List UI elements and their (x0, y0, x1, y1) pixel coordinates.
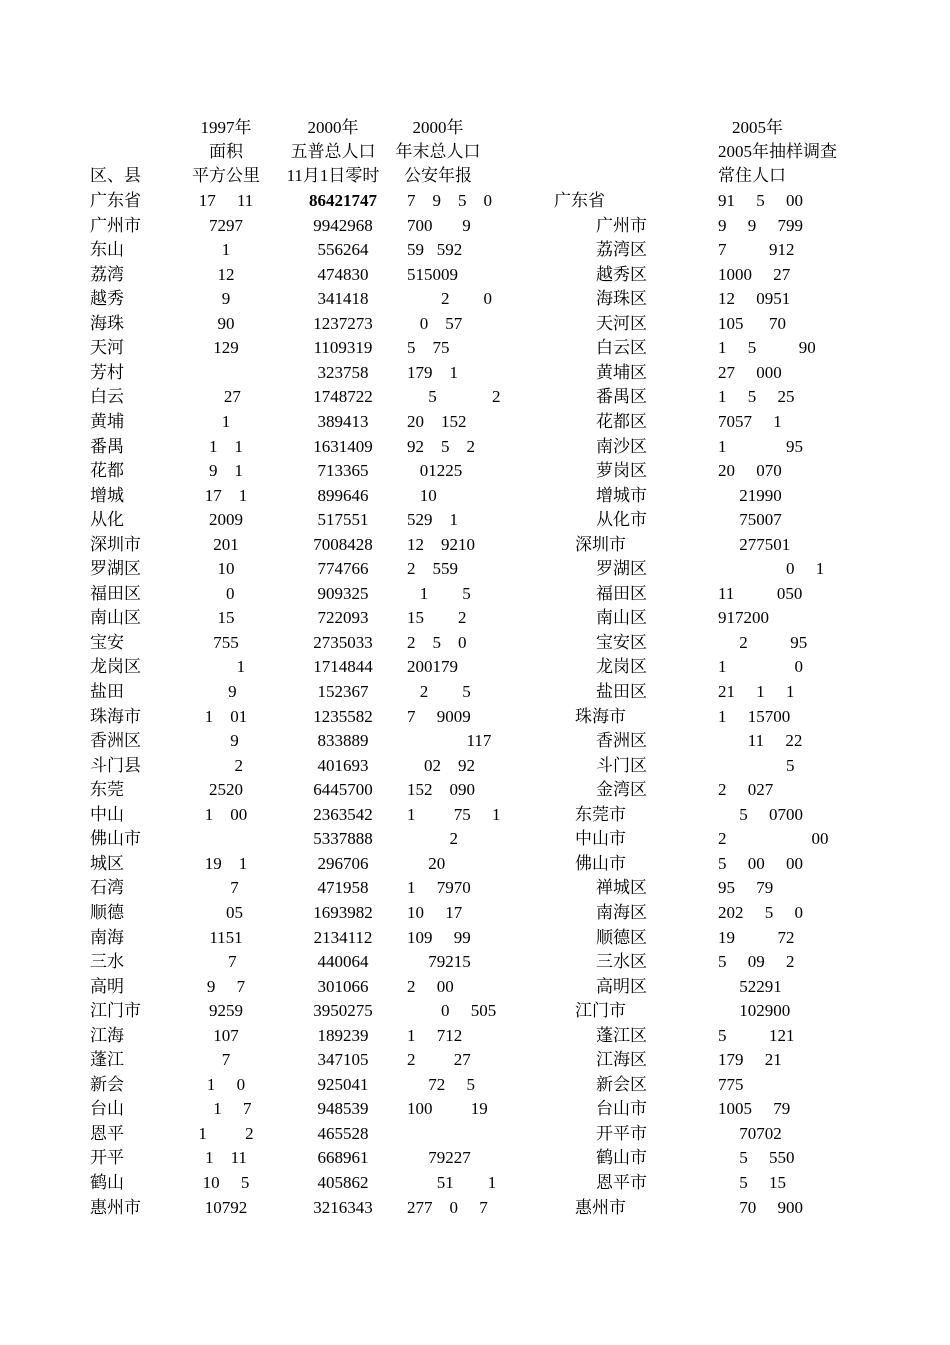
area-value: 27 (211, 387, 241, 406)
census-population: 341418 (317, 289, 369, 308)
area-value: 201 (213, 535, 239, 554)
census-population: 1235582 (313, 707, 373, 726)
area-value: 90 (217, 314, 235, 333)
district-name: 南海 (90, 928, 124, 947)
area-value: 05 (209, 903, 243, 922)
area-value: 17 11 (198, 191, 254, 210)
district-header: 区、县 (90, 166, 141, 185)
police-population: 51 1 (407, 1173, 497, 1192)
sample-population: 102900 (718, 1001, 791, 1020)
sample-population: 105 70 (718, 314, 786, 333)
district-name: 蓬江 (90, 1050, 124, 1069)
area-value: 19 1 (204, 854, 248, 873)
sample-district-name: 斗门区 (596, 756, 647, 775)
police-population: 2 0 (407, 289, 492, 308)
census-time-header: 11月1日零时 (286, 166, 380, 185)
police-population: 109 99 (407, 928, 471, 947)
police-population: 72 5 (407, 1075, 475, 1094)
area-value: 2009 (209, 510, 243, 529)
police-population: 1 75 1 (407, 805, 501, 824)
district-name: 东山 (90, 240, 124, 259)
area-value: 9 7 (206, 977, 246, 996)
sample-district-name: 海珠区 (596, 289, 647, 308)
district-name: 宝安 (90, 633, 124, 652)
area-value: 1 7 (200, 1099, 252, 1118)
sample-district-name: 越秀区 (596, 265, 647, 284)
sample-district-name: 香洲区 (596, 731, 647, 750)
sample-district-name: 福田区 (596, 584, 647, 603)
sample-population: 75007 (718, 510, 782, 529)
police-population: 179 1 (407, 363, 458, 382)
area-value: 15 (217, 608, 235, 627)
police-population: 7 9 5 0 (407, 191, 492, 210)
police-population: 7 9009 (407, 707, 471, 726)
census-population: 5337888 (313, 829, 373, 848)
sample-population: 0 1 (718, 559, 825, 578)
sample-district-name: 荔湾区 (596, 240, 647, 259)
census-population: 9942968 (313, 216, 373, 235)
sample-population: 202 5 0 (718, 903, 803, 922)
police-year-header: 2000年 (412, 118, 464, 137)
district-name: 东莞 (90, 780, 124, 799)
sample-population: 775 (718, 1075, 744, 1094)
area-value: 10 (217, 559, 235, 578)
police-population: 02 92 (407, 756, 475, 775)
census-population: 7008428 (313, 535, 373, 554)
area-value: 9259 (209, 1001, 243, 1020)
police-population: 515009 (407, 265, 458, 284)
district-name: 黄埔 (90, 412, 124, 431)
police-population: 2 5 (407, 682, 471, 701)
sample-population: 2 95 (718, 633, 808, 652)
sample-district-name: 广东省 (554, 191, 605, 210)
police-population: 1 5 (407, 584, 471, 603)
area-value: 1 0 (206, 1075, 246, 1094)
district-name: 海珠 (90, 314, 124, 333)
police-header: 年末总人口 (395, 142, 481, 161)
area-value: 7 (215, 952, 237, 971)
census-population: 668961 (317, 1148, 369, 1167)
sample-population: 7 912 (718, 240, 795, 259)
district-name: 南山区 (90, 608, 141, 627)
district-name: 石湾 (90, 878, 124, 897)
police-population: 0 57 (407, 314, 463, 333)
census-population: 152367 (317, 682, 369, 701)
census-population: 471958 (317, 878, 369, 897)
sample-district-name: 台山市 (596, 1099, 647, 1118)
sample-district-name: 恩平市 (596, 1173, 647, 1192)
district-name: 斗门县 (90, 756, 141, 775)
census-population: 1748722 (313, 387, 373, 406)
census-header: 五普总人口 (290, 142, 376, 161)
district-name: 龙岗区 (90, 657, 141, 676)
sample-header: 2005年抽样调查 (718, 142, 837, 161)
police-population: 100 19 (407, 1099, 488, 1118)
district-name: 惠州市 (90, 1198, 141, 1217)
area-value: 9 (213, 731, 239, 750)
census-population: 925041 (317, 1075, 369, 1094)
police-population: 2 559 (407, 559, 458, 578)
district-name: 恩平 (90, 1124, 124, 1143)
census-population: 833889 (317, 731, 369, 750)
sample-population: 9 9 799 (718, 216, 803, 235)
area-value: 1 11 (205, 1148, 247, 1167)
district-name: 城区 (90, 854, 124, 873)
area-value: 1151 (209, 928, 243, 947)
sample-district-name: 花都区 (596, 412, 647, 431)
census-population: 465528 (317, 1124, 369, 1143)
district-name: 三水 (90, 952, 124, 971)
census-population: 405862 (317, 1173, 369, 1192)
sample-population: 11 22 (718, 731, 803, 750)
area-value: 755 (213, 633, 239, 652)
sample-population: 5 00 00 (718, 854, 803, 873)
sample-population: 917200 (718, 608, 769, 627)
sample-district-name: 蓬江区 (596, 1026, 647, 1045)
area-year-header: 1997年 (200, 118, 252, 137)
census-population: 556264 (317, 240, 369, 259)
sample-district-name: 天河区 (596, 314, 647, 333)
census-population: 296706 (317, 854, 369, 873)
police-population: 200179 (407, 657, 458, 676)
census-population: 6445700 (313, 780, 373, 799)
police-population: 20 152 (407, 412, 467, 431)
sample-population: 91 5 00 (718, 191, 803, 210)
area-value: 0 (217, 584, 235, 603)
area-value: 10 5 (202, 1173, 250, 1192)
census-population: 323758 (317, 363, 369, 382)
police-population: 152 090 (407, 780, 475, 799)
sample-population: 5 (718, 756, 795, 775)
police-population: 2 00 (407, 977, 454, 996)
sample-district-name: 三水区 (596, 952, 647, 971)
police-population: 277 0 7 (407, 1198, 488, 1217)
census-population: 347105 (317, 1050, 369, 1069)
sample-district-name: 黄埔区 (596, 363, 647, 382)
sample-district-name: 珠海市 (575, 707, 626, 726)
district-name: 罗湖区 (90, 559, 141, 578)
area-value: 1 1 (209, 437, 243, 456)
area-unit-header: 平方公里 (192, 166, 260, 185)
sample-district-name: 开平市 (596, 1124, 647, 1143)
sample-population: 21990 (718, 486, 782, 505)
sample-population: 19 72 (718, 928, 795, 947)
area-value: 9 1 (209, 461, 243, 480)
sample-population: 1005 79 (718, 1099, 791, 1118)
area-value: 7 (221, 1050, 231, 1069)
sample-district-name: 鹤山市 (596, 1148, 647, 1167)
census-population: 3950275 (313, 1001, 373, 1020)
sample-population: 1 5 25 (718, 387, 795, 406)
census-population: 1109319 (313, 338, 373, 357)
sample-district-name: 禅城区 (596, 878, 647, 897)
district-name: 从化 (90, 510, 124, 529)
police-population: 5 75 (407, 338, 450, 357)
census-population: 474830 (317, 265, 369, 284)
area-value: 2520 (209, 780, 243, 799)
police-population: 12 9210 (407, 535, 475, 554)
census-population: 1631409 (313, 437, 373, 456)
district-name: 天河 (90, 338, 124, 357)
area-value: 17 1 (204, 486, 248, 505)
police-population: 92 5 2 (407, 437, 475, 456)
police-population: 2 (407, 829, 458, 848)
census-year-header: 2000年 (307, 118, 359, 137)
district-name: 盐田 (90, 682, 124, 701)
census-population: 713365 (317, 461, 369, 480)
police-population: 700 9 (407, 216, 471, 235)
sample-district-name: 从化市 (596, 510, 647, 529)
sample-population: 5 09 2 (718, 952, 795, 971)
sample-population: 70702 (718, 1124, 782, 1143)
census-population: 86421747 (309, 191, 377, 210)
district-name: 白云 (90, 387, 124, 406)
police-population: 5 2 (407, 387, 501, 406)
census-population: 2134112 (313, 928, 373, 947)
police-population: 20 (407, 854, 446, 873)
area-header: 面积 (209, 142, 243, 161)
census-population: 774766 (317, 559, 369, 578)
district-name: 珠海市 (90, 707, 141, 726)
sample-population: 179 21 (718, 1050, 782, 1069)
sample-population: 5 121 (718, 1026, 795, 1045)
district-name: 开平 (90, 1148, 124, 1167)
sample-population: 277501 (718, 535, 791, 554)
census-population: 401693 (317, 756, 369, 775)
sample-district-name: 深圳市 (575, 535, 626, 554)
sample-population: 2 00 (718, 829, 829, 848)
sample-population: 5 0700 (718, 805, 803, 824)
sample-population: 7057 1 (718, 412, 782, 431)
district-name: 荔湾 (90, 265, 124, 284)
sample-population: 11 050 (718, 584, 803, 603)
sample-district-name: 番禺区 (596, 387, 647, 406)
census-population: 301066 (317, 977, 369, 996)
district-name: 香洲区 (90, 731, 141, 750)
district-name: 顺德 (90, 903, 124, 922)
police-population: 0 505 (407, 1001, 497, 1020)
sample-district-name: 惠州市 (575, 1198, 626, 1217)
census-population: 722093 (317, 608, 369, 627)
district-name: 新会 (90, 1075, 124, 1094)
area-value: 12 (217, 265, 235, 284)
sample-type-header: 常住人口 (718, 166, 786, 185)
police-population: 2 27 (407, 1050, 471, 1069)
area-value: 9 (215, 682, 237, 701)
sample-district-name: 广州市 (596, 216, 647, 235)
census-population: 1237273 (313, 314, 373, 333)
census-population: 440064 (317, 952, 369, 971)
district-name: 增城 (90, 486, 124, 505)
district-name: 台山 (90, 1099, 124, 1118)
sample-population: 27 000 (718, 363, 782, 382)
census-population: 389413 (317, 412, 369, 431)
sample-district-name: 南海区 (596, 903, 647, 922)
district-name: 花都 (90, 461, 124, 480)
district-name: 佛山市 (90, 829, 141, 848)
sample-population: 1 95 (718, 437, 803, 456)
district-name: 番禺 (90, 437, 124, 456)
area-value: 2 (209, 756, 243, 775)
area-value: 9 (221, 289, 231, 308)
area-value: 7 (213, 878, 239, 897)
sample-population: 1 0 (718, 657, 803, 676)
sample-district-name: 萝岗区 (596, 461, 647, 480)
district-name: 广州市 (90, 216, 141, 235)
police-population: 2 5 0 (407, 633, 467, 652)
sample-district-name: 白云区 (596, 338, 647, 357)
sample-population: 2 027 (718, 780, 774, 799)
sample-district-name: 龙岗区 (596, 657, 647, 676)
sample-district-name: 盐田区 (596, 682, 647, 701)
census-population: 517551 (317, 510, 369, 529)
police-population: 1 7970 (407, 878, 471, 897)
sample-district-name: 江门市 (575, 1001, 626, 1020)
sample-population: 20 070 (718, 461, 782, 480)
sample-district-name: 东莞市 (575, 805, 626, 824)
police-population: 117 (407, 731, 492, 750)
district-name: 江海 (90, 1026, 124, 1045)
sample-district-name: 金湾区 (596, 780, 647, 799)
district-name: 高明 (90, 977, 124, 996)
sample-population: 12 0951 (718, 289, 791, 308)
sample-population: 5 15 (718, 1173, 786, 1192)
police-population: 79227 (407, 1148, 471, 1167)
area-value: 7297 (209, 216, 243, 235)
census-population: 909325 (317, 584, 369, 603)
district-name: 深圳市 (90, 535, 141, 554)
district-name: 芳村 (90, 363, 124, 382)
sample-district-name: 江海区 (596, 1050, 647, 1069)
area-value: 1 2 (198, 1124, 254, 1143)
census-population: 899646 (317, 486, 369, 505)
census-population: 2735033 (313, 633, 373, 652)
police-population: 529 1 (407, 510, 458, 529)
police-population: 10 (407, 486, 437, 505)
sample-population: 1000 27 (718, 265, 791, 284)
area-value: 1 00 (204, 805, 248, 824)
sample-population: 95 79 (718, 878, 774, 897)
sample-population: 1 15700 (718, 707, 791, 726)
district-name: 福田区 (90, 584, 141, 603)
area-value: 1 (206, 657, 246, 676)
sample-population: 21 1 1 (718, 682, 795, 701)
district-name: 中山 (90, 805, 124, 824)
sample-district-name: 南山区 (596, 608, 647, 627)
sample-district-name: 佛山市 (575, 854, 626, 873)
district-name: 越秀 (90, 289, 124, 308)
sample-district-name: 南沙区 (596, 437, 647, 456)
sample-population: 1 5 90 (718, 338, 816, 357)
police-population: 79215 (407, 952, 471, 971)
census-population: 2363542 (313, 805, 373, 824)
area-value: 1 01 (204, 707, 248, 726)
sample-district-name: 顺德区 (596, 928, 647, 947)
area-value: 129 (213, 338, 239, 357)
census-population: 948539 (317, 1099, 369, 1118)
police-source-header: 公安年报 (404, 166, 472, 185)
police-population: 59 592 (407, 240, 463, 259)
area-value: 10792 (204, 1198, 248, 1217)
sample-district-name: 中山市 (575, 829, 626, 848)
district-name: 广东省 (90, 191, 141, 210)
sample-population: 52291 (718, 977, 782, 996)
sample-district-name: 宝安区 (596, 633, 647, 652)
census-population: 1714844 (313, 657, 373, 676)
police-population: 01225 (407, 461, 463, 480)
sample-district-name: 增城市 (596, 486, 647, 505)
police-population: 1 712 (407, 1026, 463, 1045)
census-population: 189239 (317, 1026, 369, 1045)
census-population: 3216343 (313, 1198, 373, 1217)
sample-population: 5 550 (718, 1148, 795, 1167)
area-value: 1 (221, 240, 231, 259)
district-name: 江门市 (90, 1001, 141, 1020)
area-value: 107 (213, 1026, 239, 1045)
sample-district-name: 罗湖区 (596, 559, 647, 578)
sample-population: 70 900 (718, 1198, 803, 1217)
district-name: 鹤山 (90, 1173, 124, 1192)
police-population: 10 17 (407, 903, 463, 922)
sample-district-name: 高明区 (596, 977, 647, 996)
area-value: 1 (221, 412, 231, 431)
census-population: 1693982 (313, 903, 373, 922)
sample-district-name: 新会区 (596, 1075, 647, 1094)
police-population: 15 2 (407, 608, 467, 627)
sample-year-header: 2005年 (732, 118, 783, 137)
